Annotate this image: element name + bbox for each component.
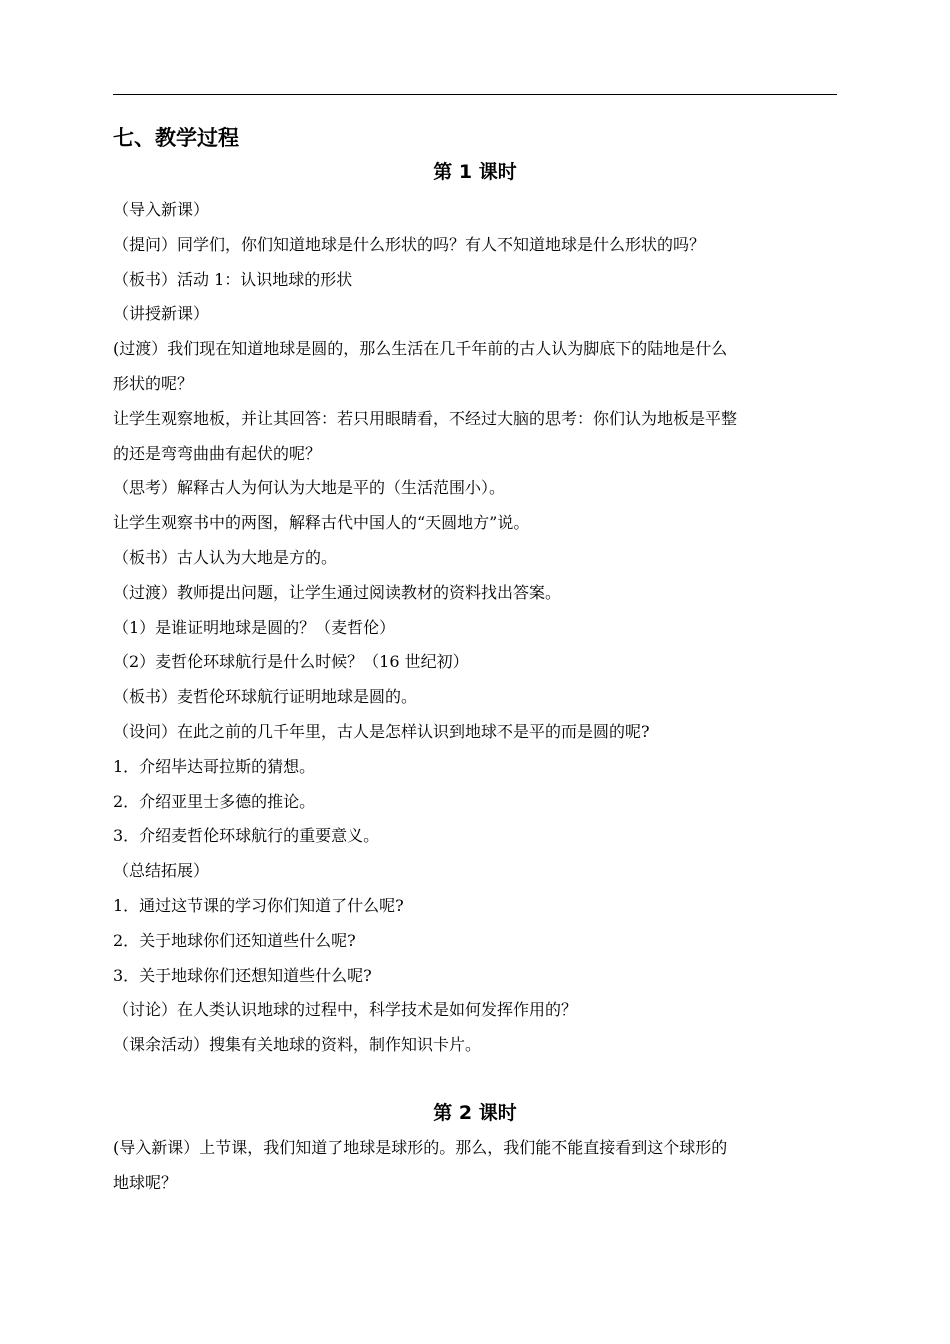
paragraph-line: （思考）解释古人为何认为大地是平的（生活范围小）。 — [113, 478, 506, 498]
paragraph-line: （总结拓展） — [113, 861, 210, 881]
paragraph-line: （1）是谁证明地球是圆的？（麦哲伦） — [113, 617, 396, 637]
paragraph-line: 让学生观察书中的两图，解释古代中国人的“天圆地方”说。 — [113, 513, 530, 533]
paragraph-line: 2．关于地球你们还知道些什么呢? — [113, 930, 356, 950]
paragraph-line: 3．关于地球你们还想知道些什么呢? — [113, 965, 372, 985]
paragraph-line: （导入新课） — [113, 200, 210, 219]
header-rule — [113, 94, 837, 95]
paragraph-line: (过渡）我们现在知道地球是圆的，那么生活在几千年前的古人认为脚底下的陆地是什么 — [113, 339, 728, 359]
paragraph-line: （课余活动）搜集有关地球的资料，制作知识卡片。 — [113, 1035, 482, 1055]
paragraph-line: （板书）活动 1：认识地球的形状 — [113, 269, 353, 289]
paragraph-line: （讨论）在人类认识地球的过程中，科学技术是如何发挥作用的？ — [113, 1000, 578, 1020]
paragraph-line: 地球呢？ — [113, 1172, 178, 1192]
paragraph-line: （板书）古人认为大地是方的。 — [113, 548, 338, 567]
lesson-2-title: 第 2 课时 — [433, 1102, 517, 1124]
paragraph-line: （设问）在此之前的几千年里，古人是怎样认识到地球不是平的而是圆的呢? — [113, 722, 650, 741]
paragraph-line: （讲授新课） — [113, 304, 210, 324]
paragraph-line: 让学生观察地板，并让其回答：若只用眼睛看，不经过大脑的思考：你们认为地板是平整 — [113, 408, 738, 428]
paragraph-line: 的还是弯弯曲曲有起伏的呢？ — [113, 443, 322, 463]
section-heading: 七、教学过程 — [113, 126, 239, 150]
paragraph-line: （2）麦哲伦环球航行是什么时候？（16 世纪初） — [113, 652, 469, 672]
paragraph-line: 2．介绍亚里士多德的推论。 — [113, 791, 316, 811]
paragraph-line: 形状的呢？ — [113, 374, 194, 393]
paragraph-line: （提问）同学们，你们知道地球是什么形状的吗？有人不知道地球是什么形状的吗？ — [113, 234, 706, 254]
paragraph-line: 3．介绍麦哲伦环球航行的重要意义。 — [113, 826, 380, 846]
paragraph-line: （过渡）教师提出问题，让学生通过阅读教材的资料找出答案。 — [113, 582, 562, 602]
paragraph-line: 1．介绍毕达哥拉斯的猜想。 — [113, 756, 316, 776]
paragraph-line: 1．通过这节课的学习你们知道了什么呢? — [113, 896, 404, 915]
paragraph-line: (导入新课）上节课，我们知道了地球是球形的。那么，我们能不能直接看到这个球形的 — [113, 1138, 728, 1157]
lesson-1-title: 第 1 课时 — [433, 161, 517, 183]
paragraph-line: （板书）麦哲伦环球航行证明地球是圆的。 — [113, 687, 418, 707]
